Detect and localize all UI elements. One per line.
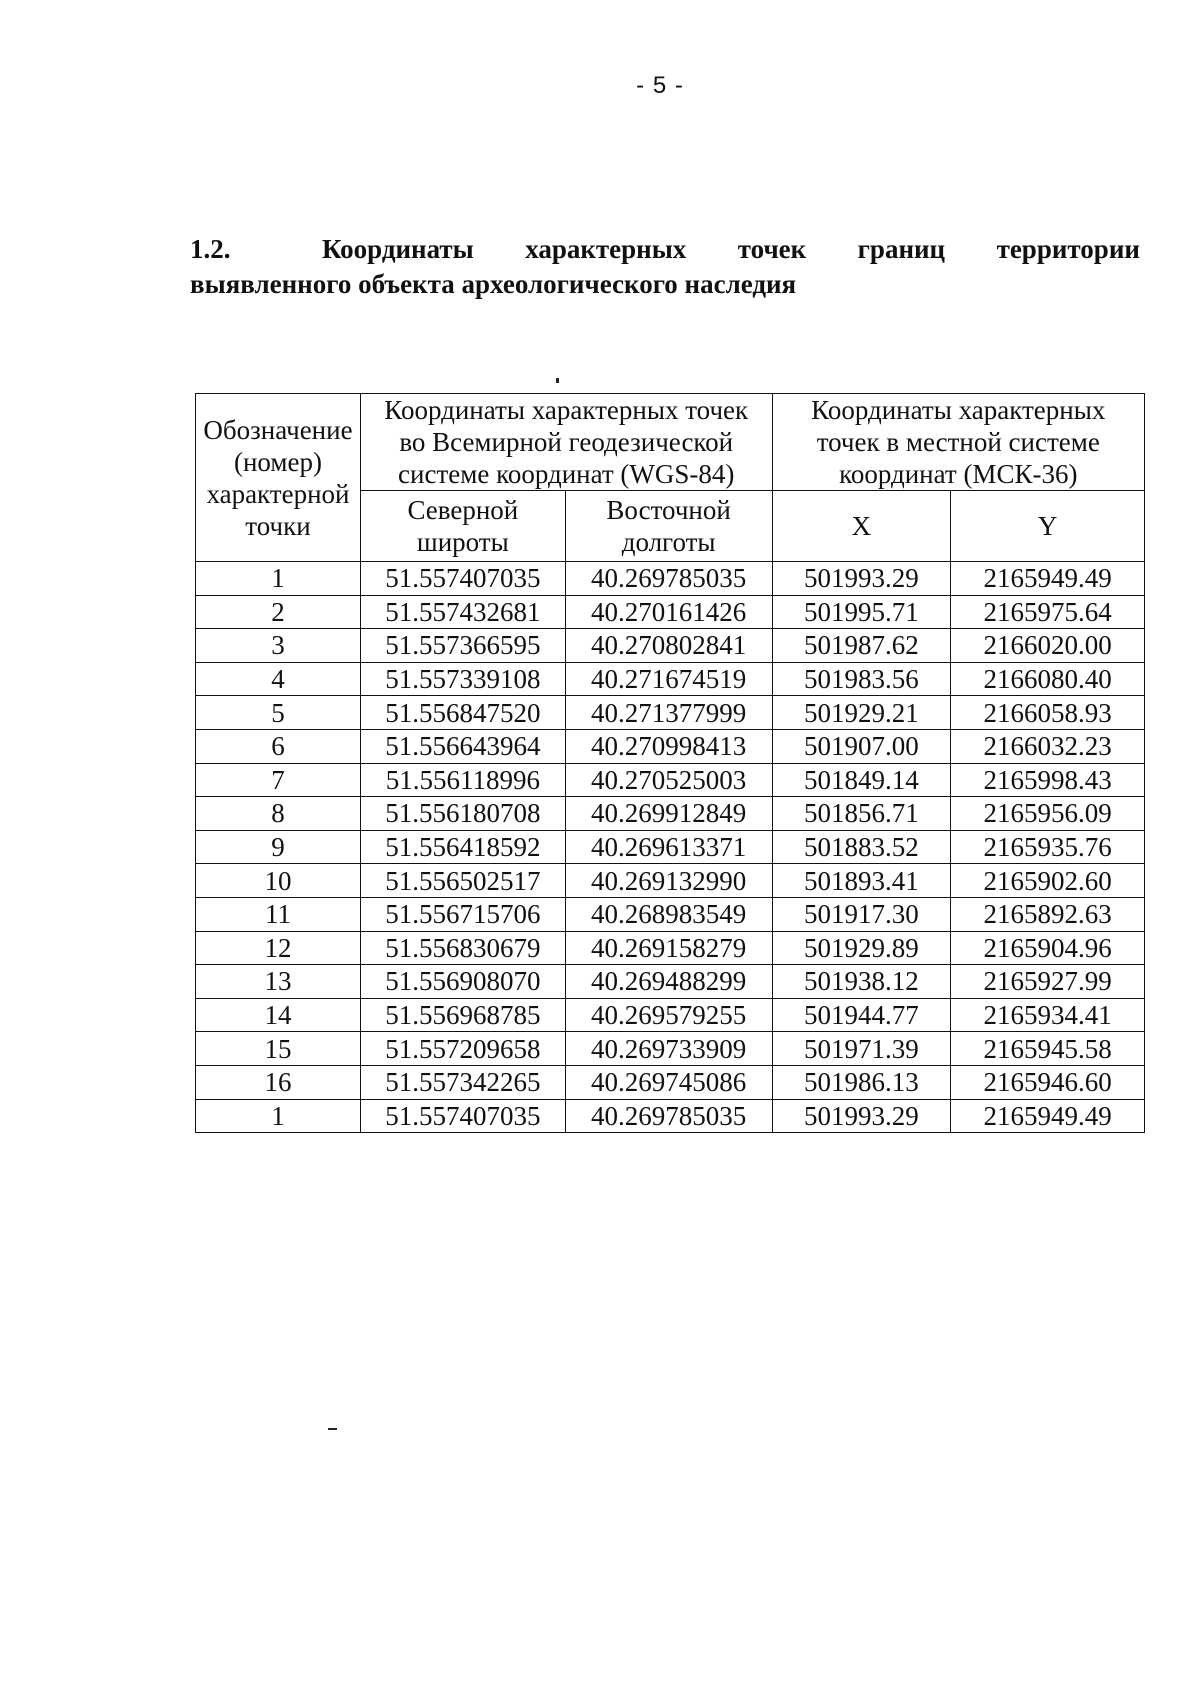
point-number-cell: 1 — [196, 1099, 361, 1133]
x-coordinate-cell: 501971.39 — [772, 1032, 951, 1066]
latitude-cell: 51.556118996 — [360, 763, 565, 797]
header-y: Y — [951, 491, 1145, 562]
table-body — [196, 562, 1145, 1133]
heading-word: границ — [857, 234, 946, 264]
latitude-cell: 51.556847520 — [360, 696, 565, 730]
longitude-cell: 40.271674519 — [565, 662, 772, 696]
heading-word: территории — [996, 234, 1140, 264]
scan-speck — [328, 1428, 337, 1430]
longitude-cell: 40.270998413 — [565, 729, 772, 763]
point-number-cell: 15 — [196, 1032, 361, 1066]
heading-line-2: выявленного объекта археологического наследия — [190, 269, 797, 299]
table-row — [196, 595, 1145, 629]
table-row — [196, 998, 1145, 1032]
x-coordinate-cell: 501986.13 — [772, 1065, 951, 1099]
longitude-cell: 40.269579255 — [565, 998, 772, 1032]
table-row — [196, 1099, 1145, 1133]
heading-line-1 — [190, 232, 1140, 267]
table-row — [196, 1065, 1145, 1099]
latitude-cell: 51.557342265 — [360, 1065, 565, 1099]
latitude-cell: 51.557339108 — [360, 662, 565, 696]
latitude-cell: 51.556830679 — [360, 931, 565, 965]
y-coordinate-cell: 2165949.49 — [951, 562, 1145, 596]
y-coordinate-cell: 2166080.40 — [951, 662, 1145, 696]
point-number-cell: 11 — [196, 897, 361, 931]
x-coordinate-cell: 501929.89 — [772, 931, 951, 965]
header-longitude: Восточной долготы — [565, 491, 772, 562]
table-row — [196, 797, 1145, 831]
point-number-cell: 2 — [196, 595, 361, 629]
heading-number: 1.2. — [190, 234, 231, 264]
x-coordinate-cell: 501907.00 — [772, 729, 951, 763]
longitude-cell: 40.270525003 — [565, 763, 772, 797]
y-coordinate-cell: 2166032.23 — [951, 729, 1145, 763]
point-number-cell: 16 — [196, 1065, 361, 1099]
x-coordinate-cell: 501849.14 — [772, 763, 951, 797]
table-row — [196, 830, 1145, 864]
point-number-cell: 7 — [196, 763, 361, 797]
x-coordinate-cell: 501995.71 — [772, 595, 951, 629]
table-row — [196, 629, 1145, 663]
longitude-cell: 40.269488299 — [565, 965, 772, 999]
table-row — [196, 931, 1145, 965]
longitude-cell: 40.268983549 — [565, 897, 772, 931]
y-coordinate-cell: 2165927.99 — [951, 965, 1145, 999]
header-wgs84-group: Координаты характерных точек во Всемирной геодезической системе координат (WGS-84) — [360, 394, 772, 491]
table-row — [196, 965, 1145, 999]
y-coordinate-cell: 2165904.96 — [951, 931, 1145, 965]
y-coordinate-cell: 2165902.60 — [951, 864, 1145, 898]
x-coordinate-cell: 501917.30 — [772, 897, 951, 931]
point-number-cell: 13 — [196, 965, 361, 999]
point-number-cell: 14 — [196, 998, 361, 1032]
x-coordinate-cell: 501883.52 — [772, 830, 951, 864]
coordinates-table — [195, 393, 1145, 1133]
section-heading — [190, 232, 1140, 302]
point-number-cell: 4 — [196, 662, 361, 696]
header-msk36-group: Координаты характерных точек в местной системе координат (МСК-36) — [772, 394, 1144, 491]
table-row — [196, 662, 1145, 696]
longitude-cell: 40.270802841 — [565, 629, 772, 663]
y-coordinate-cell: 2166058.93 — [951, 696, 1145, 730]
latitude-cell: 51.556502517 — [360, 864, 565, 898]
latitude-cell: 51.556643964 — [360, 729, 565, 763]
point-number-cell: 8 — [196, 797, 361, 831]
y-coordinate-cell: 2165956.09 — [951, 797, 1145, 831]
point-number-cell: 12 — [196, 931, 361, 965]
table-row — [196, 562, 1145, 596]
latitude-cell: 51.557366595 — [360, 629, 565, 663]
y-coordinate-cell: 2165935.76 — [951, 830, 1145, 864]
point-number-cell: 5 — [196, 696, 361, 730]
longitude-cell: 40.271377999 — [565, 696, 772, 730]
latitude-cell: 51.557407035 — [360, 562, 565, 596]
point-number-cell: 9 — [196, 830, 361, 864]
y-coordinate-cell: 2165934.41 — [951, 998, 1145, 1032]
latitude-cell: 51.556418592 — [360, 830, 565, 864]
table-row — [196, 897, 1145, 931]
header-x: X — [772, 491, 951, 562]
x-coordinate-cell: 501938.12 — [772, 965, 951, 999]
latitude-cell: 51.557432681 — [360, 595, 565, 629]
latitude-cell: 51.557209658 — [360, 1032, 565, 1066]
latitude-cell: 51.556180708 — [360, 797, 565, 831]
table-row — [196, 864, 1145, 898]
latitude-cell: 51.557407035 — [360, 1099, 565, 1133]
longitude-cell: 40.269733909 — [565, 1032, 772, 1066]
x-coordinate-cell: 501993.29 — [772, 562, 951, 596]
heading-word: характерных — [525, 234, 687, 264]
header-latitude: Северной широты — [360, 491, 565, 562]
table-row — [196, 1032, 1145, 1066]
longitude-cell: 40.269158279 — [565, 931, 772, 965]
table-row — [196, 696, 1145, 730]
x-coordinate-cell: 501929.21 — [772, 696, 951, 730]
longitude-cell: 40.269745086 — [565, 1065, 772, 1099]
y-coordinate-cell: 2166020.00 — [951, 629, 1145, 663]
x-coordinate-cell: 501993.29 — [772, 1099, 951, 1133]
x-coordinate-cell: 501856.71 — [772, 797, 951, 831]
y-coordinate-cell: 2165975.64 — [951, 595, 1145, 629]
heading-word: Координаты — [321, 234, 474, 264]
y-coordinate-cell: 2165945.58 — [951, 1032, 1145, 1066]
table-row — [196, 763, 1145, 797]
x-coordinate-cell: 501987.62 — [772, 629, 951, 663]
longitude-cell: 40.269613371 — [565, 830, 772, 864]
latitude-cell: 51.556908070 — [360, 965, 565, 999]
longitude-cell: 40.270161426 — [565, 595, 772, 629]
scan-speck — [556, 378, 559, 383]
y-coordinate-cell: 2165892.63 — [951, 897, 1145, 931]
y-coordinate-cell: 2165949.49 — [951, 1099, 1145, 1133]
header-point-designation: Обозначение (номер) характерной точки — [196, 394, 361, 562]
point-number-cell: 1 — [196, 562, 361, 596]
y-coordinate-cell: 2165998.43 — [951, 763, 1145, 797]
x-coordinate-cell: 501983.56 — [772, 662, 951, 696]
latitude-cell: 51.556715706 — [360, 897, 565, 931]
longitude-cell: 40.269785035 — [565, 1099, 772, 1133]
x-coordinate-cell: 501893.41 — [772, 864, 951, 898]
point-number-cell: 10 — [196, 864, 361, 898]
table-row — [196, 729, 1145, 763]
heading-word: точек — [737, 234, 807, 264]
point-number-cell: 6 — [196, 729, 361, 763]
longitude-cell: 40.269785035 — [565, 562, 772, 596]
longitude-cell: 40.269912849 — [565, 797, 772, 831]
page-number: - 5 - — [636, 72, 684, 99]
longitude-cell: 40.269132990 — [565, 864, 772, 898]
latitude-cell: 51.556968785 — [360, 998, 565, 1032]
x-coordinate-cell: 501944.77 — [772, 998, 951, 1032]
point-number-cell: 3 — [196, 629, 361, 663]
y-coordinate-cell: 2165946.60 — [951, 1065, 1145, 1099]
